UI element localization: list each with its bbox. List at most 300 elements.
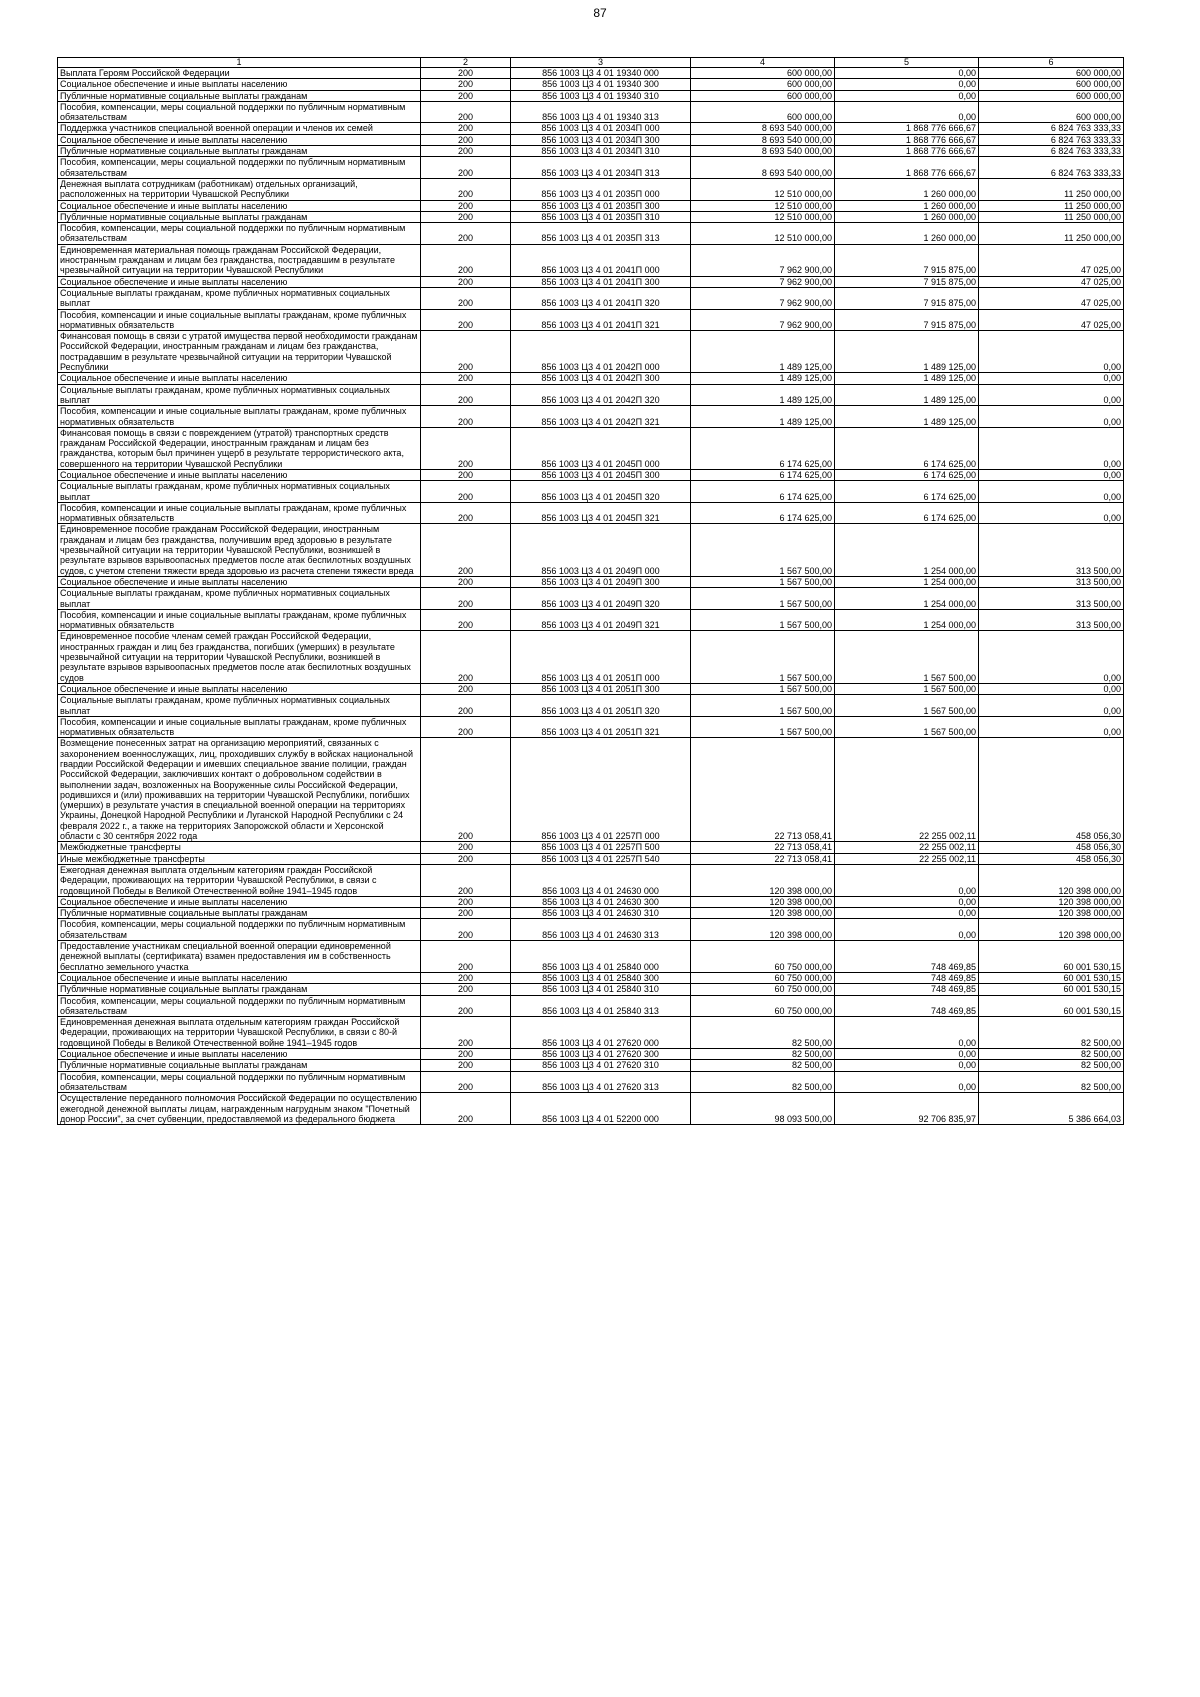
column-2-value: 200 <box>421 1017 511 1049</box>
amount-col-5: 22 255 002,11 <box>835 853 979 864</box>
budget-code: 856 1003 Ц3 4 01 25840 310 <box>511 984 691 995</box>
item-name: Публичные нормативные социальные выплаты гражданам <box>58 1060 421 1071</box>
amount-col-6: 0,00 <box>979 469 1124 480</box>
column-header: 2 <box>421 58 511 68</box>
item-name: Социальное обеспечение и иные выплаты населению <box>58 200 421 211</box>
table-row <box>58 972 1124 983</box>
amount-col-4: 22 713 058,41 <box>691 738 835 842</box>
amount-col-4: 600 000,00 <box>691 101 835 123</box>
column-2-value: 200 <box>421 908 511 919</box>
item-name: Социальное обеспечение и иные выплаты населению <box>58 276 421 287</box>
budget-code: 856 1003 Ц3 4 01 19340 300 <box>511 79 691 90</box>
column-2-value: 200 <box>421 683 511 694</box>
table-row <box>58 1049 1124 1060</box>
amount-col-4: 7 962 900,00 <box>691 276 835 287</box>
table-row <box>58 79 1124 90</box>
table-row <box>58 427 1124 469</box>
table-row <box>58 683 1124 694</box>
budget-code: 856 1003 Ц3 4 01 2257П 000 <box>511 738 691 842</box>
amount-col-6: 0,00 <box>979 331 1124 373</box>
table-row <box>58 524 1124 576</box>
item-name: Пособия, компенсации и иные социальные выплаты гражданам, кроме публичных нормативных обязательств <box>58 609 421 631</box>
budget-code: 856 1003 Ц3 4 01 27620 000 <box>511 1017 691 1049</box>
item-name: Поддержка участников специальной военной операции и членов их семей <box>58 123 421 134</box>
budget-code: 856 1003 Ц3 4 01 2049П 320 <box>511 588 691 610</box>
column-2-value: 200 <box>421 609 511 631</box>
amount-col-6: 0,00 <box>979 502 1124 524</box>
amount-col-5: 0,00 <box>835 79 979 90</box>
column-2-value: 200 <box>421 134 511 145</box>
amount-col-6: 82 500,00 <box>979 1049 1124 1060</box>
amount-col-5: 22 255 002,11 <box>835 738 979 842</box>
table-row <box>58 134 1124 145</box>
table-row <box>58 384 1124 406</box>
amount-col-6: 313 500,00 <box>979 588 1124 610</box>
column-2-value: 200 <box>421 576 511 587</box>
item-name: Выплата Героям Российской Федерации <box>58 68 421 79</box>
item-name: Социальные выплаты гражданам, кроме публичных нормативных социальных выплат <box>58 481 421 503</box>
item-name: Финансовая помощь в связи с утратой имущества первой необходимости гражданам Российской Федерации, иностранным гражданам и лицам без гражданства, пострадавшим в результате чрезвычайной ситуации на территории Чувашской Республики <box>58 331 421 373</box>
amount-col-5: 0,00 <box>835 1049 979 1060</box>
amount-col-6: 120 398 000,00 <box>979 864 1124 896</box>
budget-code: 856 1003 Ц3 4 01 2257П 500 <box>511 842 691 853</box>
budget-code: 856 1003 Ц3 4 01 2257П 540 <box>511 853 691 864</box>
budget-code: 856 1003 Ц3 4 01 2049П 300 <box>511 576 691 587</box>
amount-col-5: 1 260 000,00 <box>835 223 979 245</box>
table-row <box>58 908 1124 919</box>
amount-col-6: 120 398 000,00 <box>979 896 1124 907</box>
item-name: Публичные нормативные социальные выплаты гражданам <box>58 908 421 919</box>
item-name: Социальное обеспечение и иные выплаты населению <box>58 972 421 983</box>
budget-code: 856 1003 Ц3 4 01 27620 300 <box>511 1049 691 1060</box>
table-row <box>58 223 1124 245</box>
table-row <box>58 178 1124 200</box>
table-row <box>58 373 1124 384</box>
amount-col-5: 1 254 000,00 <box>835 576 979 587</box>
table-row <box>58 995 1124 1017</box>
amount-col-5: 6 174 625,00 <box>835 469 979 480</box>
column-2-value: 200 <box>421 178 511 200</box>
table-row <box>58 984 1124 995</box>
amount-col-5: 1 567 500,00 <box>835 631 979 683</box>
amount-col-4: 8 693 540 000,00 <box>691 134 835 145</box>
budget-code: 856 1003 Ц3 4 01 2045П 321 <box>511 502 691 524</box>
column-2-value: 200 <box>421 244 511 276</box>
column-2-value: 200 <box>421 331 511 373</box>
budget-code: 856 1003 Ц3 4 01 19340 313 <box>511 101 691 123</box>
amount-col-6: 60 001 530,15 <box>979 972 1124 983</box>
column-header: 6 <box>979 58 1124 68</box>
table-row <box>58 1071 1124 1093</box>
table-row <box>58 716 1124 738</box>
budget-code: 856 1003 Ц3 4 01 2041П 300 <box>511 276 691 287</box>
budget-code: 856 1003 Ц3 4 01 25840 300 <box>511 972 691 983</box>
column-2-value: 200 <box>421 738 511 842</box>
budget-code: 856 1003 Ц3 4 01 2042П 320 <box>511 384 691 406</box>
table-row <box>58 331 1124 373</box>
amount-col-6: 47 025,00 <box>979 309 1124 331</box>
item-name: Пособия, компенсации и иные социальные выплаты гражданам, кроме публичных нормативных обязательств <box>58 406 421 428</box>
amount-col-4: 8 693 540 000,00 <box>691 146 835 157</box>
amount-col-6: 60 001 530,15 <box>979 941 1124 973</box>
budget-code: 856 1003 Ц3 4 01 25840 313 <box>511 995 691 1017</box>
item-name: Социальные выплаты гражданам, кроме публичных нормативных социальных выплат <box>58 384 421 406</box>
table-row <box>58 276 1124 287</box>
item-name: Социальные выплаты гражданам, кроме публичных нормативных социальных выплат <box>58 287 421 309</box>
table-row <box>58 481 1124 503</box>
budget-code: 856 1003 Ц3 4 01 2035П 310 <box>511 211 691 222</box>
budget-code: 856 1003 Ц3 4 01 2041П 000 <box>511 244 691 276</box>
item-name: Пособия, компенсации и иные социальные выплаты гражданам, кроме публичных нормативных обязательств <box>58 309 421 331</box>
table-row <box>58 469 1124 480</box>
amount-col-4: 1 489 125,00 <box>691 406 835 428</box>
amount-col-6: 82 500,00 <box>979 1017 1124 1049</box>
table-row <box>58 576 1124 587</box>
item-name: Социальное обеспечение и иные выплаты населению <box>58 576 421 587</box>
amount-col-5: 1 567 500,00 <box>835 716 979 738</box>
column-2-value: 200 <box>421 384 511 406</box>
item-name: Социальное обеспечение и иные выплаты населению <box>58 373 421 384</box>
amount-col-5: 0,00 <box>835 68 979 79</box>
budget-code: 856 1003 Ц3 4 01 19340 000 <box>511 68 691 79</box>
budget-code: 856 1003 Ц3 4 01 2034П 300 <box>511 134 691 145</box>
budget-code: 856 1003 Ц3 4 01 52200 000 <box>511 1093 691 1125</box>
item-name: Ежегодная денежная выплата отдельным категориям граждан Российской Федерации, проживающих на территории Чувашской Республики, в связи с годовщиной Победы в Великой Отечественной войне 1941–1945 годов <box>58 864 421 896</box>
amount-col-5: 1 260 000,00 <box>835 200 979 211</box>
table-row <box>58 406 1124 428</box>
amount-col-4: 6 174 625,00 <box>691 427 835 469</box>
table-row <box>58 919 1124 941</box>
budget-code: 856 1003 Ц3 4 01 2041П 321 <box>511 309 691 331</box>
budget-code: 856 1003 Ц3 4 01 2051П 000 <box>511 631 691 683</box>
amount-col-4: 22 713 058,41 <box>691 853 835 864</box>
column-2-value: 200 <box>421 631 511 683</box>
budget-code: 856 1003 Ц3 4 01 2051П 320 <box>511 695 691 717</box>
budget-code: 856 1003 Ц3 4 01 2034П 313 <box>511 157 691 179</box>
item-name: Иные межбюджетные трансферты <box>58 853 421 864</box>
amount-col-5: 0,00 <box>835 1060 979 1071</box>
column-2-value: 200 <box>421 79 511 90</box>
table-row <box>58 1017 1124 1049</box>
column-2-value: 200 <box>421 223 511 245</box>
amount-col-4: 12 510 000,00 <box>691 223 835 245</box>
amount-col-6: 6 824 763 333,33 <box>979 123 1124 134</box>
amount-col-5: 0,00 <box>835 919 979 941</box>
amount-col-6: 11 250 000,00 <box>979 178 1124 200</box>
item-name: Социальные выплаты гражданам, кроме публичных нормативных социальных выплат <box>58 695 421 717</box>
amount-col-4: 60 750 000,00 <box>691 972 835 983</box>
budget-execution-table <box>57 57 1124 1125</box>
table-row <box>58 864 1124 896</box>
budget-code: 856 1003 Ц3 4 01 2051П 300 <box>511 683 691 694</box>
page-number: 87 <box>593 6 607 20</box>
amount-col-6: 0,00 <box>979 406 1124 428</box>
column-2-value: 200 <box>421 896 511 907</box>
amount-col-6: 82 500,00 <box>979 1060 1124 1071</box>
column-2-value: 200 <box>421 502 511 524</box>
table-row <box>58 502 1124 524</box>
item-name: Пособия, компенсации, меры социальной поддержки по публичным нормативным обязательствам <box>58 157 421 179</box>
amount-col-5: 1 489 125,00 <box>835 331 979 373</box>
amount-col-5: 7 915 875,00 <box>835 276 979 287</box>
amount-col-5: 0,00 <box>835 1017 979 1049</box>
table-row <box>58 588 1124 610</box>
amount-col-5: 0,00 <box>835 101 979 123</box>
amount-col-4: 600 000,00 <box>691 68 835 79</box>
amount-col-5: 1 868 776 666,67 <box>835 146 979 157</box>
amount-col-5: 1 260 000,00 <box>835 211 979 222</box>
table-row <box>58 738 1124 842</box>
item-name: Социальное обеспечение и иные выплаты населению <box>58 79 421 90</box>
item-name: Единовременное пособие членам семей граждан Российской Федерации, иностранных граждан и лиц без гражданства, погибших (умерших) в результате чрезвычайной ситуации на территории Чувашской Республики, возникшей в результате взрывов взрывоопасных предметов после атак беспилотных воздушных судов <box>58 631 421 683</box>
column-2-value: 200 <box>421 146 511 157</box>
column-2-value: 200 <box>421 1071 511 1093</box>
table-row <box>58 896 1124 907</box>
amount-col-5: 748 469,85 <box>835 984 979 995</box>
amount-col-4: 82 500,00 <box>691 1060 835 1071</box>
budget-code: 856 1003 Ц3 4 01 2035П 000 <box>511 178 691 200</box>
amount-col-4: 12 510 000,00 <box>691 211 835 222</box>
item-name: Социальные выплаты гражданам, кроме публичных нормативных социальных выплат <box>58 588 421 610</box>
amount-col-5: 1 489 125,00 <box>835 384 979 406</box>
amount-col-5: 6 174 625,00 <box>835 481 979 503</box>
amount-col-5: 6 174 625,00 <box>835 502 979 524</box>
item-name: Единовременное пособие гражданам Российской Федерации, иностранным гражданам и лицам без гражданства, получившим вред здоровью в результате чрезвычайной ситуации на территории Чувашской Республики, возникшей в результате взрывов взрывоопасных предметов после атак беспилотных воздушных судов, с учетом степени тяжести вреда здоровью из расчета степени тяжести вреда <box>58 524 421 576</box>
amount-col-6: 0,00 <box>979 373 1124 384</box>
amount-col-6: 313 500,00 <box>979 576 1124 587</box>
budget-code: 856 1003 Ц3 4 01 2051П 321 <box>511 716 691 738</box>
column-2-value: 200 <box>421 90 511 101</box>
amount-col-6: 600 000,00 <box>979 68 1124 79</box>
budget-code: 856 1003 Ц3 4 01 2045П 320 <box>511 481 691 503</box>
column-2-value: 200 <box>421 1060 511 1071</box>
column-2-value: 200 <box>421 101 511 123</box>
column-2-value: 200 <box>421 919 511 941</box>
amount-col-6: 60 001 530,15 <box>979 984 1124 995</box>
budget-code: 856 1003 Ц3 4 01 2034П 000 <box>511 123 691 134</box>
item-name: Публичные нормативные социальные выплаты гражданам <box>58 90 421 101</box>
column-2-value: 200 <box>421 984 511 995</box>
amount-col-4: 82 500,00 <box>691 1017 835 1049</box>
column-2-value: 200 <box>421 716 511 738</box>
amount-col-5: 748 469,85 <box>835 995 979 1017</box>
amount-col-5: 7 915 875,00 <box>835 244 979 276</box>
column-2-value: 200 <box>421 276 511 287</box>
table-row <box>58 695 1124 717</box>
column-2-value: 200 <box>421 309 511 331</box>
item-name: Социальное обеспечение и иные выплаты населению <box>58 134 421 145</box>
budget-code: 856 1003 Ц3 4 01 2042П 000 <box>511 331 691 373</box>
column-2-value: 200 <box>421 211 511 222</box>
amount-col-6: 0,00 <box>979 384 1124 406</box>
amount-col-5: 7 915 875,00 <box>835 287 979 309</box>
amount-col-4: 12 510 000,00 <box>691 178 835 200</box>
budget-code: 856 1003 Ц3 4 01 24630 300 <box>511 896 691 907</box>
table-row <box>58 211 1124 222</box>
amount-col-4: 7 962 900,00 <box>691 244 835 276</box>
amount-col-6: 120 398 000,00 <box>979 908 1124 919</box>
amount-col-6: 458 056,30 <box>979 738 1124 842</box>
column-2-value: 200 <box>421 157 511 179</box>
amount-col-6: 6 824 763 333,33 <box>979 146 1124 157</box>
amount-col-5: 0,00 <box>835 90 979 101</box>
column-2-value: 200 <box>421 842 511 853</box>
amount-col-4: 1 567 500,00 <box>691 683 835 694</box>
column-2-value: 200 <box>421 995 511 1017</box>
amount-col-6: 47 025,00 <box>979 287 1124 309</box>
column-2-value: 200 <box>421 406 511 428</box>
amount-col-4: 22 713 058,41 <box>691 842 835 853</box>
amount-col-5: 22 255 002,11 <box>835 842 979 853</box>
amount-col-6: 120 398 000,00 <box>979 919 1124 941</box>
amount-col-6: 11 250 000,00 <box>979 211 1124 222</box>
item-name: Осуществление переданного полномочия Российской Федерации по осуществлению ежегодной денежной выплаты лицам, награжденным нагрудным знаком "Почетный донор России", за счет субвенции, предоставляемой из федерального бюджета <box>58 1093 421 1125</box>
amount-col-4: 7 962 900,00 <box>691 309 835 331</box>
table-row <box>58 287 1124 309</box>
budget-code: 856 1003 Ц3 4 01 2041П 320 <box>511 287 691 309</box>
column-header: 5 <box>835 58 979 68</box>
amount-col-6: 313 500,00 <box>979 524 1124 576</box>
item-name: Денежная выплата сотрудникам (работникам) отдельных организаций, расположенных на территории Чувашской Республики <box>58 178 421 200</box>
column-2-value: 200 <box>421 469 511 480</box>
table-row <box>58 68 1124 79</box>
amount-col-4: 82 500,00 <box>691 1071 835 1093</box>
budget-code: 856 1003 Ц3 4 01 24630 310 <box>511 908 691 919</box>
amount-col-4: 6 174 625,00 <box>691 469 835 480</box>
amount-col-6: 0,00 <box>979 481 1124 503</box>
amount-col-6: 0,00 <box>979 716 1124 738</box>
amount-col-5: 1 489 125,00 <box>835 373 979 384</box>
item-name: Единовременная денежная выплата отдельным категориям граждан Российской Федерации, проживающих на территории Чувашской Республики, в связи с 80-й годовщиной Победы в Великой Отечественной войне 1941–1945 годов <box>58 1017 421 1049</box>
item-name: Пособия, компенсации и иные социальные выплаты гражданам, кроме публичных нормативных обязательств <box>58 502 421 524</box>
column-2-value: 200 <box>421 853 511 864</box>
amount-col-4: 1 567 500,00 <box>691 631 835 683</box>
amount-col-4: 82 500,00 <box>691 1049 835 1060</box>
column-2-value: 200 <box>421 68 511 79</box>
amount-col-4: 600 000,00 <box>691 90 835 101</box>
item-name: Публичные нормативные социальные выплаты гражданам <box>58 211 421 222</box>
table-row <box>58 842 1124 853</box>
item-name: Публичные нормативные социальные выплаты гражданам <box>58 984 421 995</box>
budget-code: 856 1003 Ц3 4 01 24630 000 <box>511 864 691 896</box>
amount-col-5: 1 254 000,00 <box>835 609 979 631</box>
amount-col-4: 8 693 540 000,00 <box>691 157 835 179</box>
amount-col-5: 1 567 500,00 <box>835 683 979 694</box>
column-2-value: 200 <box>421 972 511 983</box>
amount-col-4: 60 750 000,00 <box>691 984 835 995</box>
amount-col-4: 12 510 000,00 <box>691 200 835 211</box>
table-row <box>58 1093 1124 1125</box>
amount-col-4: 120 398 000,00 <box>691 864 835 896</box>
column-2-value: 200 <box>421 427 511 469</box>
budget-code: 856 1003 Ц3 4 01 2042П 321 <box>511 406 691 428</box>
budget-code: 856 1003 Ц3 4 01 2042П 300 <box>511 373 691 384</box>
table-row <box>58 90 1124 101</box>
amount-col-4: 1 567 500,00 <box>691 588 835 610</box>
budget-code: 856 1003 Ц3 4 01 2045П 000 <box>511 427 691 469</box>
amount-col-4: 1 489 125,00 <box>691 384 835 406</box>
amount-col-6: 600 000,00 <box>979 79 1124 90</box>
item-name: Социальное обеспечение и иные выплаты населению <box>58 896 421 907</box>
amount-col-5: 748 469,85 <box>835 972 979 983</box>
budget-code: 856 1003 Ц3 4 01 24630 313 <box>511 919 691 941</box>
table-row <box>58 244 1124 276</box>
amount-col-6: 47 025,00 <box>979 244 1124 276</box>
amount-col-4: 1 567 500,00 <box>691 716 835 738</box>
amount-col-4: 1 567 500,00 <box>691 609 835 631</box>
amount-col-4: 120 398 000,00 <box>691 908 835 919</box>
item-name: Социальное обеспечение и иные выплаты населению <box>58 469 421 480</box>
table-row <box>58 123 1124 134</box>
amount-col-5: 1 254 000,00 <box>835 524 979 576</box>
amount-col-6: 600 000,00 <box>979 90 1124 101</box>
amount-col-4: 6 174 625,00 <box>691 502 835 524</box>
table-row <box>58 157 1124 179</box>
amount-col-5: 748 469,85 <box>835 941 979 973</box>
amount-col-5: 1 489 125,00 <box>835 406 979 428</box>
budget-code: 856 1003 Ц3 4 01 2035П 313 <box>511 223 691 245</box>
table-row <box>58 1060 1124 1071</box>
amount-col-6: 6 824 763 333,33 <box>979 134 1124 145</box>
amount-col-4: 120 398 000,00 <box>691 896 835 907</box>
amount-col-5: 0,00 <box>835 864 979 896</box>
amount-col-6: 82 500,00 <box>979 1071 1124 1093</box>
column-header: 1 <box>58 58 421 68</box>
amount-col-4: 60 750 000,00 <box>691 941 835 973</box>
budget-code: 856 1003 Ц3 4 01 2049П 321 <box>511 609 691 631</box>
item-name: Пособия, компенсации, меры социальной поддержки по публичным нормативным обязательствам <box>58 1071 421 1093</box>
amount-col-4: 6 174 625,00 <box>691 481 835 503</box>
table-row <box>58 101 1124 123</box>
amount-col-4: 1 489 125,00 <box>691 331 835 373</box>
amount-col-5: 1 260 000,00 <box>835 178 979 200</box>
amount-col-4: 7 962 900,00 <box>691 287 835 309</box>
amount-col-6: 458 056,30 <box>979 853 1124 864</box>
amount-col-6: 6 824 763 333,33 <box>979 157 1124 179</box>
amount-col-4: 1 567 500,00 <box>691 695 835 717</box>
item-name: Социальное обеспечение и иные выплаты населению <box>58 1049 421 1060</box>
item-name: Возмещение понесенных затрат на организацию мероприятий, связанных с захоронением военнослужащих, лиц, проходивших службу в войсках национальной гвардии Российской Федерации и имевших специальное звание полиции, граждан Российской Федерации, заключивших контакт о добровольном содействии в выполнении задач, возложенных на Вооруженные силы Российской Федерации, родившихся и (или) проживавших на территории Чувашской Республики, погибших (умерших) в результате участия в специальной военной операции на территориях Украины, Донецкой Народной Республики и Луганской Народной Республики с 24 февраля 2022 г., а также на территориях Запорожской области и Херсонской области с 30 сентября 2022 года <box>58 738 421 842</box>
table-row <box>58 609 1124 631</box>
amount-col-5: 1 868 776 666,67 <box>835 134 979 145</box>
table-row <box>58 309 1124 331</box>
amount-col-6: 47 025,00 <box>979 276 1124 287</box>
amount-col-4: 60 750 000,00 <box>691 995 835 1017</box>
column-2-value: 200 <box>421 524 511 576</box>
table-row <box>58 941 1124 973</box>
budget-code: 856 1003 Ц3 4 01 27620 313 <box>511 1071 691 1093</box>
item-name: Публичные нормативные социальные выплаты гражданам <box>58 146 421 157</box>
column-2-value: 200 <box>421 123 511 134</box>
column-header: 4 <box>691 58 835 68</box>
amount-col-5: 7 915 875,00 <box>835 309 979 331</box>
item-name: Пособия, компенсации и иные социальные выплаты гражданам, кроме публичных нормативных обязательств <box>58 716 421 738</box>
item-name: Пособия, компенсации, меры социальной поддержки по публичным нормативным обязательствам <box>58 101 421 123</box>
column-2-value: 200 <box>421 373 511 384</box>
amount-col-6: 60 001 530,15 <box>979 995 1124 1017</box>
table-row <box>58 631 1124 683</box>
item-name: Пособия, компенсации, меры социальной поддержки по публичным нормативным обязательствам <box>58 223 421 245</box>
amount-col-4: 120 398 000,00 <box>691 919 835 941</box>
amount-col-6: 0,00 <box>979 695 1124 717</box>
amount-col-4: 1 567 500,00 <box>691 576 835 587</box>
table-row <box>58 853 1124 864</box>
column-2-value: 200 <box>421 695 511 717</box>
amount-col-6: 11 250 000,00 <box>979 223 1124 245</box>
amount-col-4: 8 693 540 000,00 <box>691 123 835 134</box>
amount-col-6: 600 000,00 <box>979 101 1124 123</box>
budget-code: 856 1003 Ц3 4 01 2035П 300 <box>511 200 691 211</box>
